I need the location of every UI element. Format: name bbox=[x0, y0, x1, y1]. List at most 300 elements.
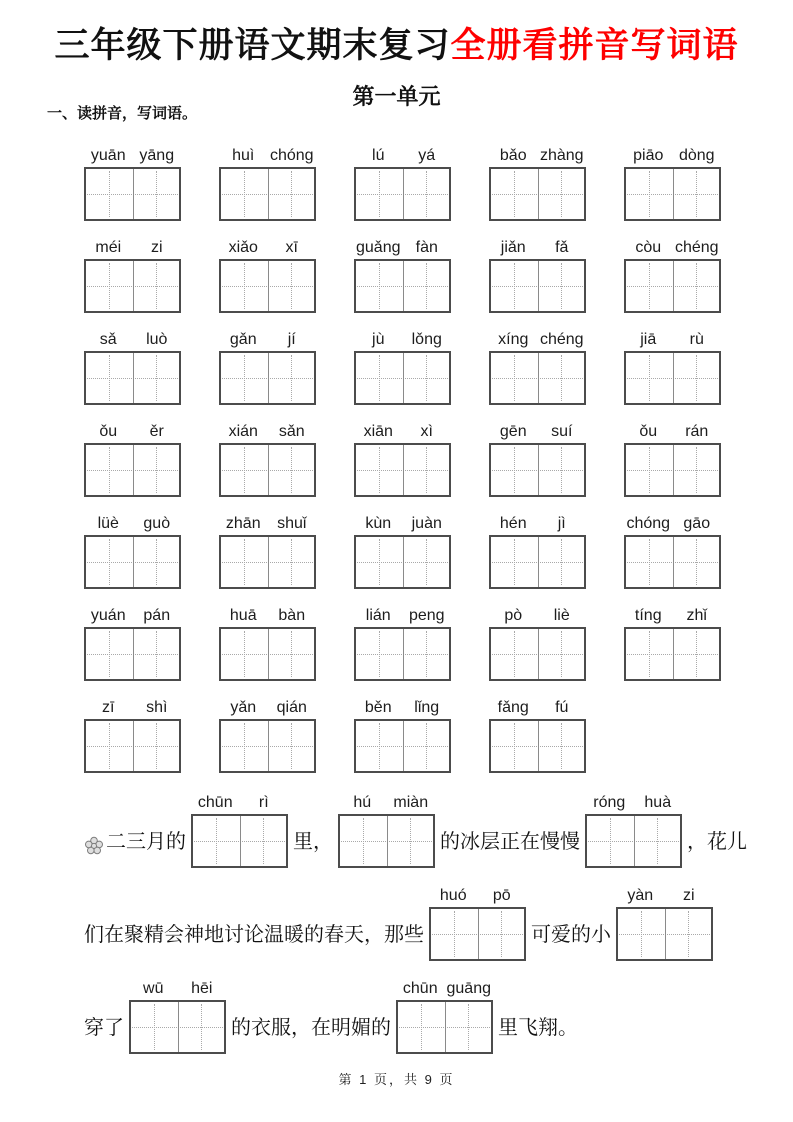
sentence-text: 穿了 bbox=[84, 1017, 124, 1039]
sentence-text: 可爱的小 bbox=[531, 924, 611, 946]
writing-grid-box bbox=[219, 627, 316, 681]
pinyin-label bbox=[219, 238, 316, 259]
pinyin-word-box bbox=[219, 698, 316, 773]
writing-grid-box bbox=[191, 814, 288, 868]
pinyin-syllable: shì bbox=[146, 699, 168, 716]
grid-guide-line bbox=[379, 723, 380, 769]
grid-guide-line bbox=[379, 539, 380, 585]
pinyin-label bbox=[191, 793, 288, 814]
pinyin-word-box bbox=[585, 793, 682, 868]
pinyin-word-box bbox=[489, 606, 586, 681]
pinyin-syllable: lú bbox=[372, 147, 385, 164]
pinyin-label bbox=[489, 146, 586, 167]
writing-grid-box bbox=[84, 627, 181, 681]
pinyin-syllable: róng bbox=[593, 794, 626, 811]
grid-guide-line bbox=[109, 539, 110, 585]
grid-guide-line bbox=[109, 631, 110, 677]
pinyin-syllable: suí bbox=[551, 423, 573, 440]
pinyin-label bbox=[338, 793, 435, 814]
pinyin-syllable: bàn bbox=[278, 607, 306, 624]
pinyin-label bbox=[219, 422, 316, 443]
sentence-text: 里， bbox=[293, 831, 333, 853]
grid-guide-line bbox=[268, 445, 269, 495]
grid-guide-line bbox=[478, 909, 479, 959]
pinyin-syllable: huā bbox=[229, 607, 257, 624]
pinyin-label bbox=[219, 514, 316, 535]
grid-guide-line bbox=[291, 355, 292, 401]
pinyin-syllable: jiā bbox=[640, 331, 657, 348]
writing-grid-box bbox=[624, 167, 721, 221]
pinyin-syllable: zi bbox=[150, 239, 163, 256]
pinyin-syllable: fàn bbox=[415, 239, 438, 256]
grid-guide-line bbox=[538, 721, 539, 771]
grid-guide-line bbox=[387, 816, 388, 866]
pinyin-syllable: huì bbox=[232, 147, 255, 164]
sentence-text: 二三月的 bbox=[106, 831, 186, 853]
pinyin-syllable: zī bbox=[102, 699, 115, 716]
grid-guide-line bbox=[201, 1004, 202, 1050]
grid-guide-line bbox=[216, 818, 217, 864]
pinyin-syllable: juàn bbox=[411, 515, 442, 532]
pinyin-syllable: còu bbox=[635, 239, 662, 256]
grid-guide-line bbox=[649, 171, 650, 217]
pinyin-syllable: xī bbox=[285, 239, 298, 256]
pinyin-word-box bbox=[354, 422, 451, 497]
pinyin-syllable: hén bbox=[499, 515, 527, 532]
grid-guide-line bbox=[156, 631, 157, 677]
pinyin-syllable: piāo bbox=[633, 147, 664, 164]
grid-guide-line bbox=[379, 631, 380, 677]
pinyin-label bbox=[354, 422, 451, 443]
pinyin-word-box bbox=[354, 698, 451, 773]
pinyin-syllable: xián bbox=[228, 423, 258, 440]
grid-guide-line bbox=[696, 631, 697, 677]
pinyin-syllable: zi bbox=[682, 887, 695, 904]
sentence-text: 的衣服，在明媚的 bbox=[231, 1017, 391, 1039]
grid-guide-line bbox=[673, 169, 674, 219]
grid-guide-line bbox=[445, 1002, 446, 1052]
word-row bbox=[84, 238, 721, 313]
pinyin-label bbox=[489, 514, 586, 535]
pinyin-label bbox=[84, 238, 181, 259]
grid-guide-line bbox=[696, 447, 697, 493]
writing-grid-box bbox=[219, 167, 316, 221]
pinyin-syllable: chéng bbox=[674, 239, 719, 256]
writing-grid-box bbox=[354, 627, 451, 681]
grid-guide-line bbox=[291, 263, 292, 309]
pinyin-word-box bbox=[219, 238, 316, 313]
pinyin-syllable: jí bbox=[287, 331, 296, 348]
grid-guide-line bbox=[379, 171, 380, 217]
writing-grid-box bbox=[338, 814, 435, 868]
grid-guide-line bbox=[426, 171, 427, 217]
pinyin-syllable: lǒng bbox=[411, 331, 442, 348]
writing-grid-box bbox=[616, 907, 713, 961]
sentence-line bbox=[84, 976, 793, 1054]
grid-guide-line bbox=[268, 353, 269, 403]
pinyin-syllable: zhàng bbox=[539, 147, 584, 164]
grid-guide-line bbox=[133, 537, 134, 587]
pinyin-syllable: gǎn bbox=[229, 331, 257, 348]
pinyin-label bbox=[585, 793, 682, 814]
pinyin-syllable: gēn bbox=[499, 423, 527, 440]
page-title bbox=[0, 24, 793, 68]
pinyin-word-box bbox=[84, 330, 181, 405]
grid-guide-line bbox=[649, 539, 650, 585]
writing-grid-box bbox=[489, 351, 586, 405]
grid-guide-line bbox=[154, 1004, 155, 1050]
grid-guide-line bbox=[501, 911, 502, 957]
writing-grid-box bbox=[219, 351, 316, 405]
pinyin-syllable: jì bbox=[557, 515, 566, 532]
pinyin-word-box bbox=[489, 422, 586, 497]
pinyin-word-box bbox=[624, 330, 721, 405]
writing-grid-box bbox=[84, 351, 181, 405]
grid-guide-line bbox=[410, 818, 411, 864]
pinyin-label bbox=[489, 238, 586, 259]
pinyin-syllable: bǎo bbox=[499, 147, 527, 164]
writing-grid-box bbox=[489, 719, 586, 773]
grid-guide-line bbox=[403, 445, 404, 495]
writing-grid-box bbox=[489, 167, 586, 221]
grid-guide-line bbox=[538, 629, 539, 679]
pinyin-syllable: yāng bbox=[139, 147, 175, 164]
pinyin-label bbox=[354, 514, 451, 535]
grid-guide-line bbox=[403, 261, 404, 311]
pinyin-word-box bbox=[489, 146, 586, 221]
pinyin-label bbox=[489, 698, 586, 719]
writing-grid-box bbox=[489, 259, 586, 313]
writing-grid-box bbox=[354, 259, 451, 313]
pinyin-syllable: pán bbox=[143, 607, 171, 624]
grid-guide-line bbox=[426, 631, 427, 677]
pinyin-word-box bbox=[219, 422, 316, 497]
grid-guide-line bbox=[696, 355, 697, 401]
grid-guide-line bbox=[426, 263, 427, 309]
pinyin-label bbox=[84, 606, 181, 627]
grid-guide-line bbox=[133, 261, 134, 311]
pinyin-syllable: fǎng bbox=[497, 699, 529, 716]
pinyin-syllable: běn bbox=[364, 699, 392, 716]
pinyin-label bbox=[624, 238, 721, 259]
grid-guide-line bbox=[514, 263, 515, 309]
writing-grid-box bbox=[489, 443, 586, 497]
writing-grid-box bbox=[354, 443, 451, 497]
pinyin-syllable: xíng bbox=[498, 331, 529, 348]
writing-grid-box bbox=[624, 627, 721, 681]
grid-guide-line bbox=[133, 629, 134, 679]
sentence-text: 的冰层正在慢慢 bbox=[440, 831, 580, 853]
grid-guide-line bbox=[514, 631, 515, 677]
pinyin-label bbox=[84, 330, 181, 351]
grid-guide-line bbox=[610, 818, 611, 864]
grid-guide-line bbox=[538, 537, 539, 587]
sentence-line bbox=[84, 790, 793, 868]
pinyin-syllable: guāng bbox=[446, 980, 491, 997]
title-red-part: 全册看拼音写词语 bbox=[450, 26, 739, 65]
grid-guide-line bbox=[561, 447, 562, 493]
grid-guide-line bbox=[291, 447, 292, 493]
grid-guide-line bbox=[426, 539, 427, 585]
pinyin-label bbox=[354, 606, 451, 627]
grid-guide-line bbox=[649, 447, 650, 493]
pinyin-label bbox=[396, 979, 493, 1000]
pinyin-syllable: pò bbox=[504, 607, 523, 624]
word-row bbox=[84, 422, 721, 497]
word-grid-section bbox=[84, 146, 721, 773]
word-row bbox=[84, 698, 721, 773]
grid-guide-line bbox=[403, 629, 404, 679]
grid-guide-line bbox=[244, 263, 245, 309]
pinyin-syllable: jiǎn bbox=[500, 239, 526, 256]
grid-guide-line bbox=[244, 723, 245, 769]
pinyin-label bbox=[84, 698, 181, 719]
pinyin-syllable: jù bbox=[372, 331, 385, 348]
pinyin-label bbox=[489, 330, 586, 351]
pinyin-syllable: peng bbox=[408, 607, 445, 624]
pinyin-label bbox=[219, 146, 316, 167]
pinyin-word-box bbox=[429, 886, 526, 961]
grid-guide-line bbox=[665, 909, 666, 959]
flower-icon bbox=[84, 836, 104, 856]
pinyin-word-box bbox=[354, 330, 451, 405]
pinyin-syllable: guò bbox=[143, 515, 171, 532]
grid-guide-line bbox=[156, 539, 157, 585]
fill-in-sentences-section bbox=[84, 790, 793, 1054]
pinyin-word-box bbox=[219, 514, 316, 589]
page-number-footer: 第 1 页，共 9 页 bbox=[338, 1072, 455, 1087]
writing-grid-box bbox=[219, 443, 316, 497]
pinyin-word-box bbox=[624, 238, 721, 313]
grid-guide-line bbox=[514, 723, 515, 769]
grid-guide-line bbox=[268, 169, 269, 219]
grid-guide-line bbox=[291, 631, 292, 677]
pinyin-label bbox=[354, 146, 451, 167]
grid-guide-line bbox=[673, 261, 674, 311]
grid-guide-line bbox=[673, 537, 674, 587]
pinyin-word-box bbox=[624, 146, 721, 221]
grid-guide-line bbox=[641, 911, 642, 957]
pinyin-word-box bbox=[84, 238, 181, 313]
grid-guide-line bbox=[657, 818, 658, 864]
writing-grid-box bbox=[84, 535, 181, 589]
pinyin-syllable: xiǎo bbox=[228, 239, 258, 256]
pinyin-syllable: chūn bbox=[402, 980, 438, 997]
grid-guide-line bbox=[696, 539, 697, 585]
grid-guide-line bbox=[156, 263, 157, 309]
pinyin-syllable: méi bbox=[95, 239, 122, 256]
pinyin-word-box bbox=[219, 146, 316, 221]
pinyin-syllable: lián bbox=[365, 607, 391, 624]
grid-guide-line bbox=[403, 169, 404, 219]
grid-guide-line bbox=[268, 261, 269, 311]
pinyin-word-box bbox=[354, 514, 451, 589]
sentence-line bbox=[84, 883, 793, 961]
grid-guide-line bbox=[514, 447, 515, 493]
pinyin-syllable: rán bbox=[685, 423, 709, 440]
grid-guide-line bbox=[156, 447, 157, 493]
grid-guide-line bbox=[696, 263, 697, 309]
heading-block bbox=[0, 80, 793, 134]
pinyin-syllable: zhǐ bbox=[686, 607, 707, 624]
pinyin-word-box bbox=[489, 698, 586, 773]
pinyin-syllable: xiān bbox=[363, 423, 393, 440]
writing-grid-box bbox=[84, 719, 181, 773]
pinyin-label bbox=[84, 514, 181, 535]
pinyin-word-box bbox=[338, 793, 435, 868]
pinyin-word-box bbox=[354, 606, 451, 681]
pinyin-syllable: qián bbox=[276, 699, 307, 716]
grid-guide-line bbox=[426, 355, 427, 401]
grid-guide-line bbox=[561, 723, 562, 769]
grid-guide-line bbox=[268, 721, 269, 771]
pinyin-syllable: fǎ bbox=[555, 239, 569, 256]
pinyin-syllable: wū bbox=[143, 980, 164, 997]
pinyin-syllable: miàn bbox=[393, 794, 429, 811]
grid-guide-line bbox=[426, 723, 427, 769]
pinyin-label bbox=[624, 422, 721, 443]
pinyin-syllable: yuán bbox=[90, 607, 126, 624]
word-row bbox=[84, 330, 721, 405]
grid-guide-line bbox=[291, 539, 292, 585]
grid-guide-line bbox=[561, 631, 562, 677]
pinyin-word-box bbox=[624, 514, 721, 589]
pinyin-word-box bbox=[219, 606, 316, 681]
grid-guide-line bbox=[244, 447, 245, 493]
grid-guide-line bbox=[454, 911, 455, 957]
grid-guide-line bbox=[403, 353, 404, 403]
writing-grid-box bbox=[219, 535, 316, 589]
grid-guide-line bbox=[468, 1004, 469, 1050]
pinyin-syllable: luò bbox=[146, 331, 168, 348]
grid-guide-line bbox=[291, 723, 292, 769]
word-row bbox=[84, 606, 721, 681]
word-row bbox=[84, 514, 721, 589]
writing-grid-box bbox=[354, 719, 451, 773]
grid-guide-line bbox=[363, 818, 364, 864]
grid-guide-line bbox=[514, 171, 515, 217]
grid-guide-line bbox=[263, 818, 264, 864]
pinyin-label bbox=[624, 330, 721, 351]
sentence-text: ，花儿 bbox=[687, 831, 747, 853]
pinyin-word-box bbox=[489, 238, 586, 313]
grid-guide-line bbox=[240, 816, 241, 866]
grid-guide-line bbox=[156, 723, 157, 769]
grid-guide-line bbox=[156, 171, 157, 217]
grid-guide-line bbox=[403, 537, 404, 587]
pinyin-word-box bbox=[84, 422, 181, 497]
writing-grid-box bbox=[354, 167, 451, 221]
pinyin-syllable: chóng bbox=[626, 515, 671, 532]
title-black-part: 三年级下册语文期末复习 bbox=[54, 26, 451, 65]
writing-grid-box bbox=[624, 259, 721, 313]
pinyin-syllable: fú bbox=[555, 699, 569, 716]
grid-guide-line bbox=[244, 539, 245, 585]
grid-guide-line bbox=[109, 263, 110, 309]
grid-guide-line bbox=[379, 447, 380, 493]
pinyin-syllable: chóng bbox=[269, 147, 314, 164]
writing-grid-box bbox=[429, 907, 526, 961]
writing-grid-box bbox=[624, 443, 721, 497]
pinyin-label bbox=[624, 606, 721, 627]
grid-guide-line bbox=[538, 261, 539, 311]
pinyin-syllable: ǒu bbox=[639, 423, 658, 440]
pinyin-syllable: tíng bbox=[634, 607, 662, 624]
writing-grid-box bbox=[585, 814, 682, 868]
pinyin-syllable: yá bbox=[418, 147, 436, 164]
writing-grid-box bbox=[84, 259, 181, 313]
pinyin-word-box bbox=[396, 979, 493, 1054]
pinyin-word-box bbox=[616, 886, 713, 961]
pinyin-syllable: dòng bbox=[678, 147, 715, 164]
grid-guide-line bbox=[133, 721, 134, 771]
grid-guide-line bbox=[421, 1004, 422, 1050]
writing-grid-box bbox=[624, 351, 721, 405]
pinyin-syllable: ěr bbox=[149, 423, 164, 440]
pinyin-word-box bbox=[219, 330, 316, 405]
pinyin-label bbox=[624, 146, 721, 167]
grid-guide-line bbox=[109, 447, 110, 493]
pinyin-syllable: chéng bbox=[539, 331, 584, 348]
pinyin-label bbox=[624, 514, 721, 535]
grid-guide-line bbox=[244, 171, 245, 217]
sentence-text: 里飞翔。 bbox=[498, 1017, 578, 1039]
pinyin-label bbox=[219, 606, 316, 627]
grid-guide-line bbox=[133, 353, 134, 403]
pinyin-syllable: kùn bbox=[365, 515, 392, 532]
grid-guide-line bbox=[561, 171, 562, 217]
pinyin-syllable: hēi bbox=[191, 980, 213, 997]
grid-guide-line bbox=[649, 631, 650, 677]
pinyin-label bbox=[84, 146, 181, 167]
pinyin-word-box bbox=[489, 330, 586, 405]
grid-guide-line bbox=[673, 629, 674, 679]
pinyin-syllable: rù bbox=[689, 331, 704, 348]
pinyin-word-box bbox=[624, 422, 721, 497]
sentence-text: 们在聚精会神地讨论温暖的春天，那些 bbox=[84, 924, 424, 946]
pinyin-word-box bbox=[84, 606, 181, 681]
pinyin-label bbox=[354, 238, 451, 259]
grid-guide-line bbox=[109, 723, 110, 769]
grid-guide-line bbox=[538, 169, 539, 219]
pinyin-word-box bbox=[624, 606, 721, 681]
pinyin-label bbox=[489, 606, 586, 627]
pinyin-word-box bbox=[84, 514, 181, 589]
writing-grid-box bbox=[84, 443, 181, 497]
pinyin-label bbox=[219, 330, 316, 351]
pinyin-syllable: pō bbox=[492, 887, 511, 904]
grid-guide-line bbox=[268, 629, 269, 679]
pinyin-label bbox=[84, 422, 181, 443]
pinyin-label bbox=[616, 886, 713, 907]
grid-guide-line bbox=[178, 1002, 179, 1052]
pinyin-word-box bbox=[489, 514, 586, 589]
writing-grid-box bbox=[84, 167, 181, 221]
pinyin-syllable: lüè bbox=[97, 515, 119, 532]
pinyin-syllable: liè bbox=[553, 607, 570, 624]
grid-guide-line bbox=[109, 355, 110, 401]
grid-guide-line bbox=[561, 355, 562, 401]
grid-guide-line bbox=[244, 631, 245, 677]
word-row bbox=[84, 146, 721, 221]
pinyin-word-box bbox=[129, 979, 226, 1054]
pinyin-syllable: xì bbox=[420, 423, 433, 440]
writing-grid-box bbox=[219, 719, 316, 773]
pinyin-syllable: yàn bbox=[627, 887, 654, 904]
pinyin-syllable: hú bbox=[353, 794, 372, 811]
writing-grid-box bbox=[129, 1000, 226, 1054]
pinyin-syllable: gāo bbox=[683, 515, 711, 532]
